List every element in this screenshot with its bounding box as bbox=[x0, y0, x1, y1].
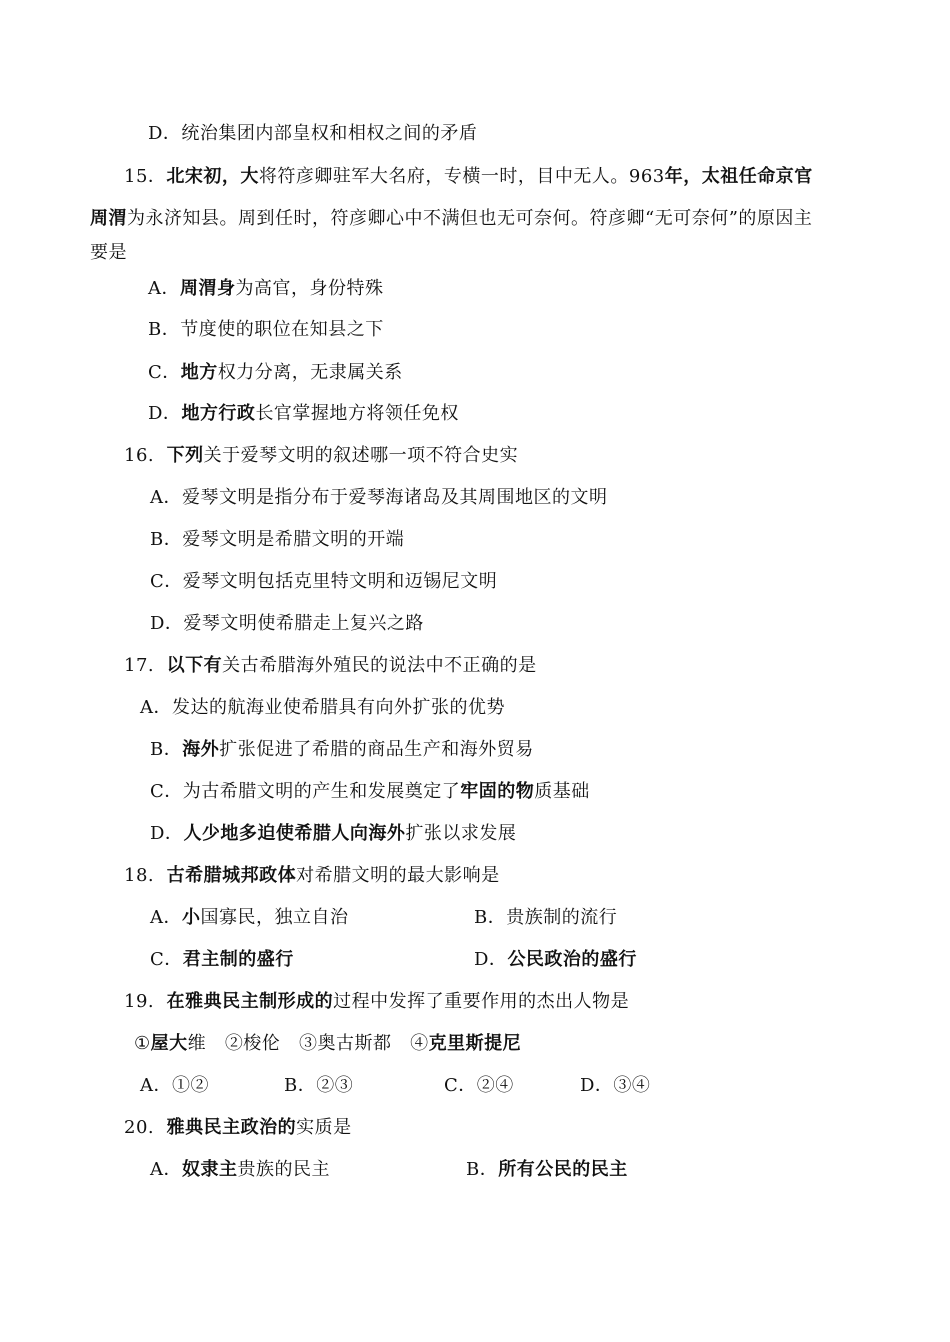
q18-number: 18. bbox=[124, 865, 155, 886]
q16-stem-bold: 下列 bbox=[166, 445, 204, 466]
q14-option-d-text: D．统治集团内部皇权和相权之间的矛盾 bbox=[148, 123, 478, 144]
q19-option-c-text: C．②④ bbox=[444, 1075, 514, 1096]
q20-option-a-bold: 奴隶主 bbox=[182, 1159, 238, 1180]
q15-stem-text-3: 要是 bbox=[90, 242, 127, 263]
q18-option-c bbox=[150, 948, 294, 972]
q15-option-c bbox=[148, 361, 403, 385]
q20-stem-bold: 雅典民主政治的 bbox=[166, 1117, 297, 1138]
q16-option-b-text: B．爱琴文明是希腊文明的开端 bbox=[150, 529, 405, 550]
q17-stem bbox=[124, 654, 537, 678]
q19-item-1-marker: ① bbox=[134, 1033, 151, 1054]
q15-stem-bold-2: 年，太祖任命京官 bbox=[664, 166, 813, 187]
q18-option-d bbox=[474, 948, 637, 972]
q17-option-d-bold: 人少地多迫使希腊人向海外 bbox=[183, 823, 406, 844]
q18-stem-bold: 古希腊城邦政体 bbox=[166, 865, 297, 886]
q15-option-a-letter: A． bbox=[148, 278, 180, 299]
q17-stem-bold: 以下有 bbox=[166, 655, 223, 676]
q20-option-a-letter: A． bbox=[150, 1159, 182, 1180]
q15-option-a-bold: 周渭身 bbox=[180, 278, 236, 299]
q19-item-4 bbox=[410, 1033, 521, 1054]
q17-option-b-bold: 海外 bbox=[182, 739, 220, 760]
q15-option-d-letter: D． bbox=[148, 403, 182, 424]
q20-option-b-letter: B． bbox=[466, 1159, 499, 1180]
q15-option-b bbox=[148, 318, 384, 342]
q17-option-b bbox=[150, 738, 534, 762]
q15-option-c-text: 权力分离，无隶属关系 bbox=[217, 362, 403, 383]
q18-option-c-letter: C． bbox=[150, 949, 183, 970]
q16-stem-text: 关于爱琴文明的叙述哪一项不符合史实 bbox=[203, 445, 519, 466]
q16-number: 16. bbox=[124, 445, 155, 466]
q17-option-c bbox=[150, 780, 590, 804]
q17-option-c-text-end: 质基础 bbox=[534, 781, 590, 802]
q15-number: 15． bbox=[124, 166, 167, 187]
q15-option-d-text: 长官掌握地方将领任免权 bbox=[255, 403, 459, 424]
q14-option-d bbox=[148, 122, 477, 146]
q17-option-a bbox=[140, 696, 505, 720]
q17-option-c-bold: 牢固的物 bbox=[460, 781, 535, 802]
q18-option-a-letter: A． bbox=[150, 907, 182, 928]
q19-option-c bbox=[444, 1074, 514, 1098]
q19-stem-bold: 在雅典民主制形成的 bbox=[166, 991, 334, 1012]
q15-option-c-letter: C． bbox=[148, 362, 181, 383]
q15-option-d-bold: 地方行政 bbox=[181, 403, 256, 424]
q19-item-4-marker: ④ bbox=[410, 1033, 429, 1054]
q19-items bbox=[134, 1032, 521, 1056]
q15-option-b-text: B．节度使的职位在知县之下 bbox=[148, 319, 384, 340]
q19-option-b bbox=[284, 1074, 353, 1098]
q18-option-a bbox=[150, 906, 349, 930]
q15-stem-text-1: 将符彦卿驻军大名府，专横一时，目中无人。963 bbox=[258, 166, 665, 187]
q18-option-a-bold: 小 bbox=[182, 907, 201, 928]
q18-option-c-bold: 君主制的盛行 bbox=[182, 949, 294, 970]
q20-option-a bbox=[150, 1158, 330, 1182]
q15-stem-line-2 bbox=[90, 207, 812, 231]
q18-option-b-text: B．贵族制的流行 bbox=[474, 907, 618, 928]
q15-stem-line-3 bbox=[90, 241, 127, 265]
q19-option-d-text: D．③④ bbox=[580, 1075, 651, 1096]
q16-stem bbox=[124, 444, 518, 468]
q19-item-4-bold: 克里斯提尼 bbox=[428, 1033, 522, 1054]
q18-option-d-bold: 公民政治的盛行 bbox=[507, 949, 637, 970]
q15-stem-bold-1: 北宋初，大 bbox=[166, 166, 259, 187]
q20-option-b bbox=[466, 1158, 628, 1182]
q18-option-a-text: 国寡民，独立自治 bbox=[200, 907, 349, 928]
q17-number: 17. bbox=[124, 655, 155, 676]
q19-item-1-text: 维 bbox=[187, 1033, 207, 1054]
q19-number: 19. bbox=[124, 991, 155, 1012]
q16-option-a bbox=[150, 486, 608, 510]
q19-option-b-text: B．②③ bbox=[284, 1075, 354, 1096]
q15-option-d bbox=[148, 402, 459, 426]
q20-stem-text: 实质是 bbox=[296, 1117, 352, 1138]
q19-item-1 bbox=[134, 1033, 206, 1054]
q17-option-a-text: A．发达的航海业使希腊具有向外扩张的优势 bbox=[140, 697, 505, 718]
q17-option-d bbox=[150, 822, 516, 846]
q16-option-c-text: C．爱琴文明包括克里特文明和迈锡尼文明 bbox=[150, 571, 498, 592]
q19-item-2: ②梭伦 bbox=[224, 1033, 281, 1054]
q16-option-b bbox=[150, 528, 404, 552]
q17-option-d-letter: D． bbox=[150, 823, 184, 844]
q20-stem bbox=[124, 1116, 352, 1140]
q19-stem-text: 过程中发挥了重要作用的杰出人物是 bbox=[333, 991, 630, 1012]
q17-option-b-text: 扩张促进了希腊的商品生产和海外贸易 bbox=[219, 739, 534, 760]
q15-option-a bbox=[148, 277, 384, 301]
q17-option-d-text: 扩张以求发展 bbox=[405, 823, 517, 844]
q16-option-c bbox=[150, 570, 497, 594]
q16-option-d-text: D．爱琴文明使希腊走上复兴之路 bbox=[150, 613, 424, 634]
q20-option-a-text: 贵族的民主 bbox=[237, 1159, 330, 1180]
q20-number: 20. bbox=[124, 1117, 155, 1138]
q19-stem bbox=[124, 990, 629, 1014]
q17-option-b-letter: B． bbox=[150, 739, 183, 760]
q19-item-3: ③奥古斯都 bbox=[298, 1033, 392, 1054]
q15-option-c-bold: 地方 bbox=[180, 362, 218, 383]
q19-option-d bbox=[580, 1074, 650, 1098]
q19-option-a-text: A．①② bbox=[140, 1075, 209, 1096]
q15-stem-line-1 bbox=[124, 165, 813, 189]
q17-stem-text: 关古希腊海外殖民的说法中不正确的是 bbox=[222, 655, 537, 676]
q19-option-a bbox=[140, 1074, 209, 1098]
q16-option-a-text: A．爱琴文明是指分布于爱琴海诸岛及其周围地区的文明 bbox=[150, 487, 608, 508]
q16-option-d bbox=[150, 612, 424, 636]
q18-stem bbox=[124, 864, 500, 888]
q18-option-d-letter: D． bbox=[474, 949, 508, 970]
q17-option-c-text: C．为古希腊文明的产生和发展奠定了 bbox=[150, 781, 461, 802]
q20-option-b-bold: 所有公民的民主 bbox=[498, 1159, 628, 1180]
q18-option-b bbox=[474, 906, 617, 930]
q18-stem-text: 对希腊文明的最大影响是 bbox=[296, 865, 500, 886]
q15-stem-bold-3: 周渭 bbox=[90, 208, 127, 229]
q15-option-a-text: 为高官，身份特殊 bbox=[235, 278, 384, 299]
q19-item-1-bold: 屋大 bbox=[150, 1033, 188, 1054]
q15-stem-text-2: 为永济知县。周到任时，符彦卿心中不满但也无可奈何。符彦卿“无可奈何”的原因主 bbox=[127, 208, 813, 229]
